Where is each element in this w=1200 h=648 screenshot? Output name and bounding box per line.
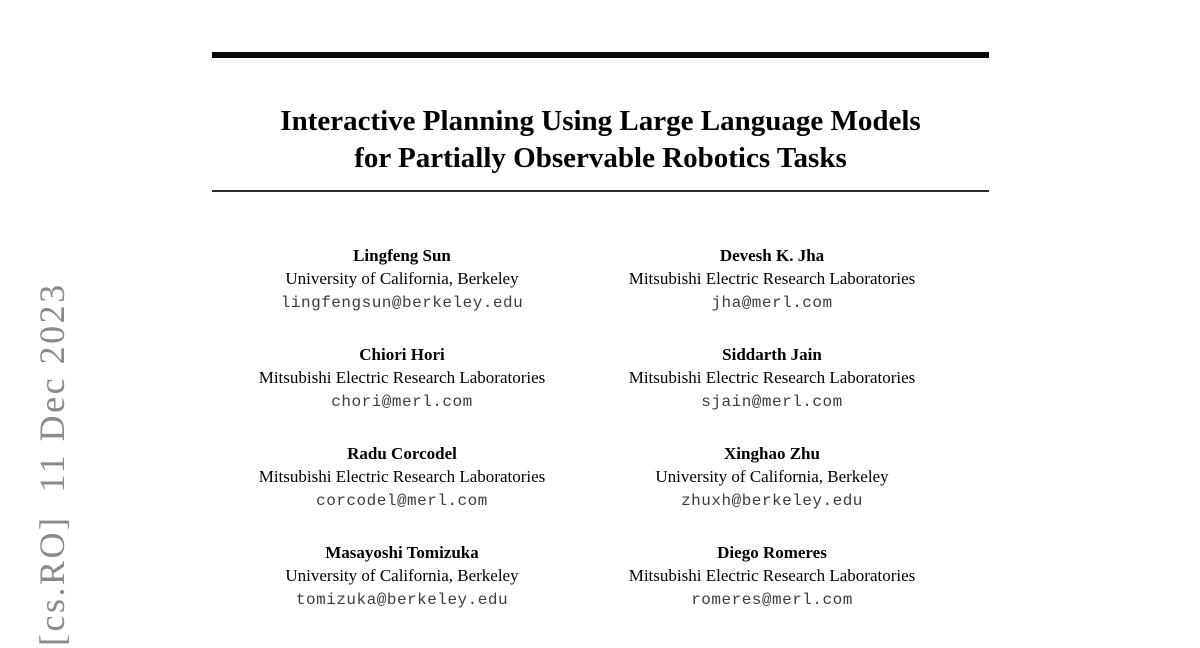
author-name: Siddarth Jain: [722, 345, 822, 364]
author-grid: [217, 245, 957, 612]
author-affiliation: Mitsubishi Electric Research Laboratories: [628, 566, 916, 585]
author-email: corcodel@merl.com: [316, 492, 488, 510]
author-email: zhuxh@berkeley.edu: [681, 492, 863, 510]
author-block: [587, 542, 957, 612]
paper-title-line1: Interactive Planning Using Large Language Models: [280, 105, 921, 138]
author-email: sjain@merl.com: [701, 393, 843, 411]
author-email: tomizuka@berkeley.edu: [295, 591, 509, 609]
author-block: [217, 245, 587, 315]
author-affiliation: Mitsubishi Electric Research Laboratories: [628, 368, 916, 387]
author-affiliation: University of California, Berkeley: [655, 467, 889, 486]
author-name: Radu Corcodel: [347, 444, 457, 463]
author-affiliation: University of California, Berkeley: [285, 269, 519, 288]
author-affiliation: Mitsubishi Electric Research Laboratories: [258, 467, 546, 486]
author-block: [587, 443, 957, 513]
title-rule-bottom: [212, 190, 989, 192]
author-block: [217, 344, 587, 414]
author-affiliation: Mitsubishi Electric Research Laboratories: [258, 368, 546, 387]
author-email: jha@merl.com: [711, 294, 833, 312]
arxiv-category-watermark: [cs.RO] 11 Dec 2023: [32, 282, 72, 646]
author-email: lingfengsun@berkeley.edu: [280, 294, 524, 312]
author-name: Xinghao Zhu: [724, 444, 820, 463]
author-block: [217, 443, 587, 513]
author-block: [587, 245, 957, 315]
author-name: Diego Romeres: [717, 543, 827, 562]
paper-title-line2: for Partially Observable Robotics Tasks: [354, 142, 847, 175]
author-name: Devesh K. Jha: [719, 246, 825, 265]
author-email: romeres@merl.com: [691, 591, 853, 609]
author-name: Masayoshi Tomizuka: [325, 543, 479, 562]
paper-title: [212, 103, 989, 177]
author-affiliation: University of California, Berkeley: [285, 566, 519, 585]
author-block: [587, 344, 957, 414]
author-affiliation: Mitsubishi Electric Research Laboratories: [628, 269, 916, 288]
title-rule-top: [212, 52, 989, 58]
author-email: chori@merl.com: [331, 393, 473, 411]
author-name: Lingfeng Sun: [353, 246, 451, 265]
author-block: [217, 542, 587, 612]
author-name: Chiori Hori: [359, 345, 445, 364]
